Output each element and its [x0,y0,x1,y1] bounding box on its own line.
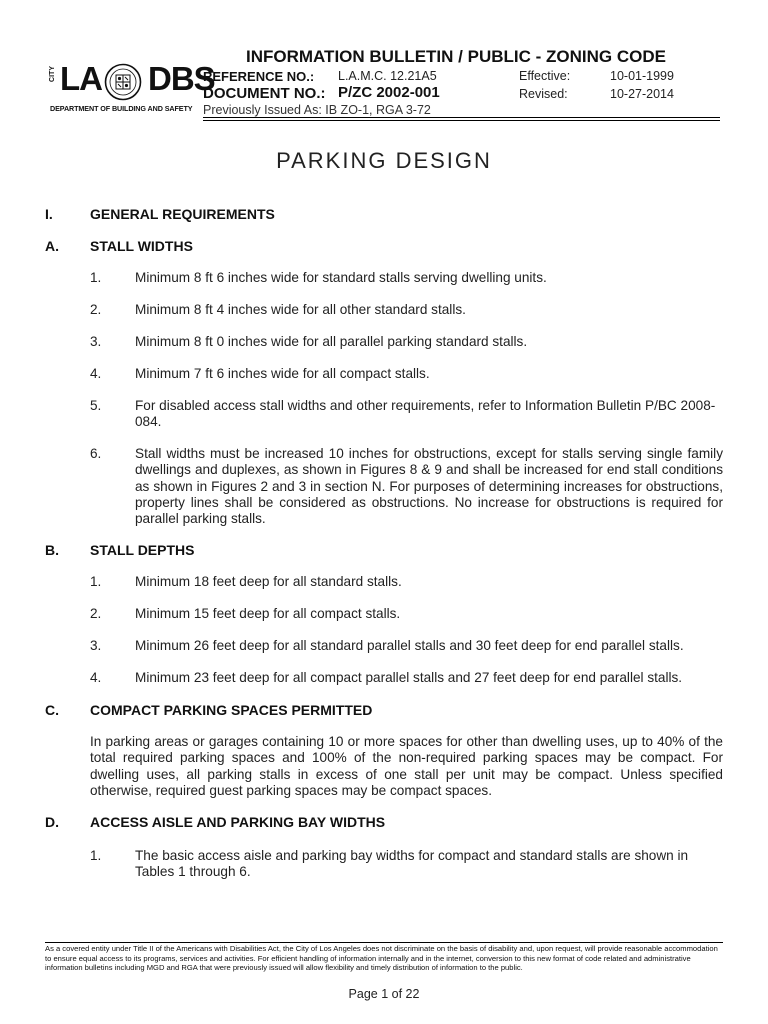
document-number-value: P/ZC 2002-001 [338,84,440,101]
list-item-number: 1. [90,848,102,863]
list-item-text: Minimum 8 ft 0 inches wide for all parallel parking standard stalls. [135,334,528,349]
list-item-number: 1. [90,270,102,285]
logo-department-text: DEPARTMENT OF BUILDING AND SAFETY [50,104,193,113]
list-item-text: The basic access aisle and parking bay widths for compact and standard stalls are shown in Tables 1 through 6. [135,848,689,880]
list-item-text: Stall widths must be increased 10 inches for obstructions, except for stalls serving single family dwellings and duplexes, as shown in Figures 8 & 9 and shall be increased for end stall conditions as shown in Figures 2 and 3 in section N. For purposes of determining increases for obstructions, property lines shall be considered as obstructions. No increase for obstructions is required for parallel parking stalls. [135,446,723,527]
effective-date: 10-01-1999 [610,69,674,83]
list-item-text: Minimum 18 feet deep for all standard stalls. [135,574,402,589]
section-a-mark: A. [45,238,59,254]
footer-divider [45,942,723,943]
list-item-number: 1. [90,574,102,589]
section-d-mark: D. [45,814,59,830]
section-d-heading: ACCESS AISLE AND PARKING BAY WIDTHS [90,814,386,830]
list-item-number: 3. [90,334,102,349]
bulletin-title: INFORMATION BULLETIN / PUBLIC - ZONING CODE [246,47,666,66]
section-c-heading: COMPACT PARKING SPACES PERMITTED [90,702,373,718]
section-b-mark: B. [45,542,59,558]
list-item-number: 4. [90,366,102,381]
list-item-number: 2. [90,606,102,621]
revised-label: Revised: [519,87,568,101]
list-item-number: 5. [90,398,102,413]
logo-city-text: CITY [49,66,56,82]
section-b-heading: STALL DEPTHS [90,542,195,558]
list-item-text: Minimum 26 feet deep for all standard parallel stalls and 30 feet deep for end parallel stalls. [135,638,684,653]
logo-la-text: LA [60,60,102,97]
revised-date: 10-27-2014 [610,87,674,101]
page-number: Page 1 of 22 [348,987,420,1001]
list-item-number: 2. [90,302,102,317]
list-item-number: 4. [90,670,102,685]
section-c-mark: C. [45,702,59,718]
previously-issued: Previously Issued As: IB ZO-1, RGA 3-72 [203,103,431,117]
list-item-text: For disabled access stall widths and other requirements, refer to Information Bulletin P/BC 2008-084. [135,398,716,430]
header-divider-second [203,120,720,121]
list-item-number: 3. [90,638,102,653]
list-item-text: Minimum 15 feet deep for all compact stalls. [135,606,401,621]
list-item-number: 6. [90,446,102,461]
list-item-text: Minimum 8 ft 4 inches wide for all other standard stalls. [135,302,466,317]
header-divider [203,117,720,118]
document-title: PARKING DESIGN [276,148,492,173]
section-i-mark: I. [45,206,53,222]
ada-notice: As a covered entity under Title II of the Americans with Disabilities Act, the City of Los Angeles does not discriminate on the basis of disability and, upon request, will provide reasonable accommodation to ensure equal access to its programs, services and activities. For efficient handling of information internally and in the internet, conversion to this new format of code related and administrative information bulletins including MGD and RGA that were previously issued will allow flexibility and timely distribution of information to the public. [45,944,718,972]
city-seal-icon [104,63,142,101]
reference-value: L.A.M.C. 12.21A5 [338,69,437,83]
section-a-heading: STALL WIDTHS [90,238,193,254]
section-i-heading: GENERAL REQUIREMENTS [90,206,275,222]
reference-label: REFERENCE NO.: [203,69,315,84]
document-number-label: DOCUMENT NO.: [203,85,326,102]
section-c-paragraph: In parking areas or garages containing 10 or more spaces for other than dwelling uses, up to 40% of the total required parking spaces and 100% of the non-required parking spaces may be compact. For dwelling uses, all parking stalls in excess of one stall per unit may be compact. Unless specified otherwise, required guest parking spaces may be compact spaces. [90,734,723,798]
effective-label: Effective: [519,69,571,83]
logo-dbs-text: DBS [148,60,215,97]
list-item-text: Minimum 7 ft 6 inches wide for all compact stalls. [135,366,430,381]
list-item-text: Minimum 23 feet deep for all compact parallel stalls and 27 feet deep for end parallel stalls. [135,670,683,685]
list-item-text: Minimum 8 ft 6 inches wide for standard stalls serving dwelling units. [135,270,547,285]
